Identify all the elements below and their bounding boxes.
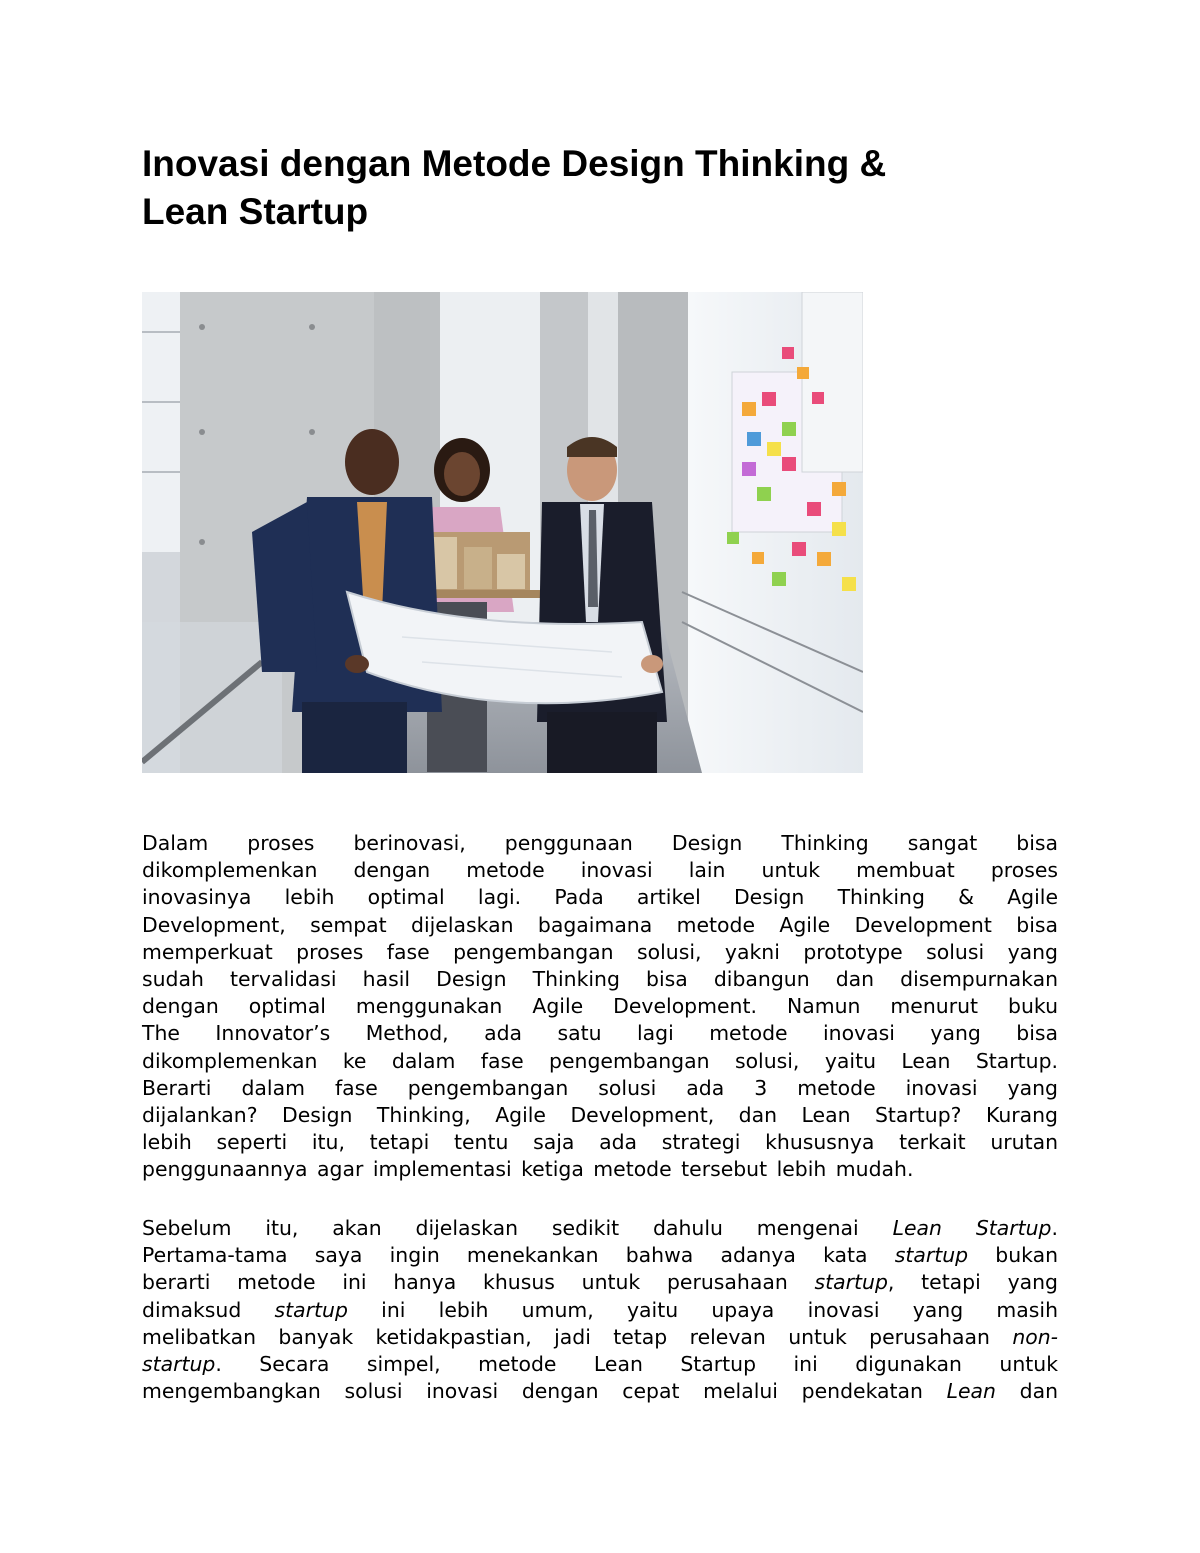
text-run: ini lebih umum, yaitu upaya inovasi yang masih — [347, 1297, 1058, 1322]
paragraph-line: penggunaannya agar implementasi ketiga metode tersebut lebih mudah. — [142, 1157, 914, 1182]
paragraph-line — [142, 1269, 1058, 1296]
paragraph-line: dengan optimal menggunakan Agile Development. Namun menurut buku — [142, 994, 1058, 1019]
paragraph-line: Berarti dalam fase pengembangan solusi ada 3 metode inovasi yang — [142, 1075, 1058, 1100]
emphasis-term: Lean Startup — [892, 1216, 1052, 1240]
emphasis-term: startup — [894, 1243, 969, 1268]
text-run: mengembangkan solusi inovasi dengan cepat melalui pendekatan — [142, 1379, 947, 1404]
text-run: Pertama-tama saya ingin menekankan bahwa adanya kata — [142, 1243, 895, 1268]
paragraph-2 — [142, 1215, 1058, 1405]
paragraph-line: sudah tervalidasi hasil Design Thinking bisa dibangun dan disempurnakan — [142, 967, 1058, 992]
text-run: . Secara simpel, metode Lean Startup ini digunakan untuk — [215, 1352, 1058, 1377]
paragraph-line — [142, 1324, 1058, 1351]
paragraph-line: inovasinya lebih optimal lagi. Pada artikel Design Thinking & Agile — [142, 885, 1058, 910]
paragraph-line: Development, sempat dijelaskan bagaimana metode Agile Development bisa — [142, 912, 1058, 937]
paragraph-line — [142, 1242, 1058, 1269]
paragraph-1 — [142, 830, 1058, 1184]
text-run: , tetapi yang — [887, 1270, 1058, 1295]
paragraph-line — [142, 1297, 1058, 1324]
page-title — [142, 140, 1042, 236]
emphasis-term: startup — [142, 1352, 216, 1377]
emphasis-term: Lean — [946, 1379, 996, 1404]
emphasis-term: startup — [814, 1270, 888, 1295]
text-run: bukan — [968, 1243, 1058, 1268]
text-run: dan — [995, 1379, 1059, 1404]
photo-icon — [142, 292, 863, 773]
article-photo — [142, 292, 863, 773]
paragraph-line: dikomplemenkan dengan metode inovasi lain untuk membuat proses — [142, 858, 1058, 883]
title-line: Inovasi dengan Metode Design Thinking & — [142, 143, 887, 184]
paragraph-line: dikomplemenkan ke dalam fase pengembangan solusi, yaitu Lean Startup. — [142, 1048, 1058, 1073]
paragraph-line: The Innovator’s Method, ada satu lagi metode inovasi yang bisa — [142, 1021, 1058, 1046]
title-line: Lean Startup — [142, 191, 369, 232]
text-run: melibatkan banyak ketidakpastian, jadi tetap relevan untuk perusahaan — [142, 1324, 1013, 1349]
paragraph-line: lebih seperti itu, tetapi tentu saja ada strategi khususnya terkait urutan — [142, 1130, 1058, 1155]
text-run: Sebelum itu, akan dijelaskan sedikit dahulu mengenai — [142, 1216, 893, 1240]
paragraph-line — [142, 1215, 1058, 1242]
emphasis-term: startup — [274, 1297, 348, 1322]
text-run: dimaksud — [142, 1297, 275, 1322]
paragraph-line: memperkuat proses fase pengembangan solusi, yakni prototype solusi yang — [142, 939, 1058, 964]
paragraph-line: Dalam proses berinovasi, penggunaan Design Thinking sangat bisa — [142, 831, 1058, 855]
paragraph-line — [142, 1378, 1058, 1405]
paragraph-line: dijalankan? Design Thinking, Agile Development, dan Lean Startup? Kurang — [142, 1103, 1058, 1128]
text-run: berarti metode ini hanya khusus untuk perusahaan — [142, 1270, 815, 1295]
emphasis-term: non- — [1012, 1324, 1058, 1349]
text-run: . — [1051, 1216, 1058, 1240]
paragraph-line — [142, 1351, 1058, 1378]
